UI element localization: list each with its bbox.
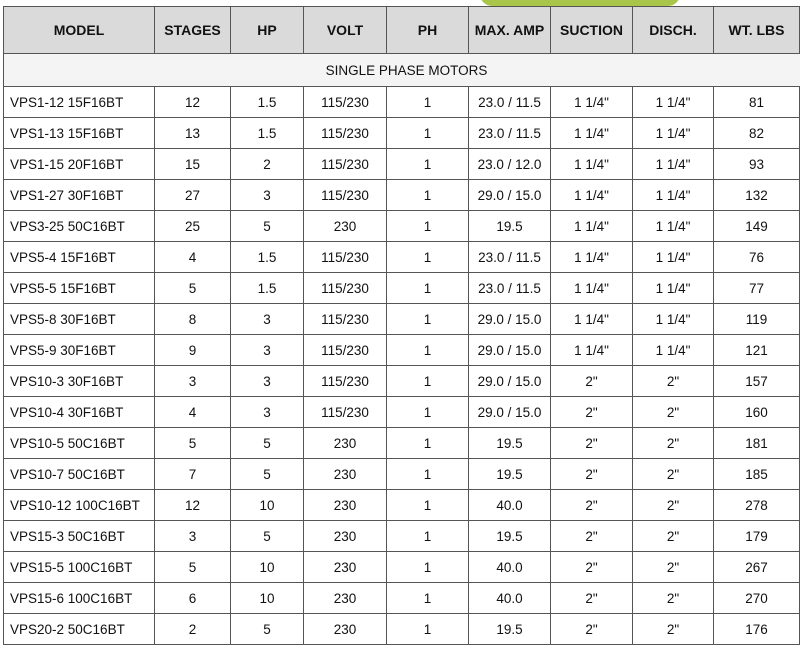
- cell-disch: 2": [633, 614, 714, 645]
- cell-ph: 1: [387, 614, 469, 645]
- cell-disch: 2": [633, 490, 714, 521]
- cell-stages: 15: [155, 149, 231, 180]
- cell-stages: 12: [155, 87, 231, 118]
- cell-disch: 2": [633, 583, 714, 614]
- cell-volt: 230: [304, 614, 387, 645]
- header-model: MODEL: [4, 7, 155, 54]
- table-row: [4, 521, 800, 552]
- cell-max-amp: 19.5: [469, 428, 551, 459]
- header-ph: PH: [387, 7, 469, 54]
- cell-disch: 1 1/4": [633, 180, 714, 211]
- cell-ph: 1: [387, 397, 469, 428]
- cell-suction: 1 1/4": [551, 304, 633, 335]
- cell-suction: 2": [551, 552, 633, 583]
- cell-disch: 1 1/4": [633, 149, 714, 180]
- table-row: [4, 459, 800, 490]
- cell-hp: 10: [231, 490, 304, 521]
- cell-disch: 1 1/4": [633, 118, 714, 149]
- cell-disch: 1 1/4": [633, 304, 714, 335]
- cell-model: VPS5-9 30F16BT: [4, 335, 155, 366]
- table-row: [4, 304, 800, 335]
- cell-stages: 13: [155, 118, 231, 149]
- table-row: [4, 118, 800, 149]
- cell-wt-lbs: 77: [714, 273, 800, 304]
- table-row: [4, 273, 800, 304]
- cell-hp: 5: [231, 459, 304, 490]
- cell-ph: 1: [387, 180, 469, 211]
- cell-volt: 230: [304, 552, 387, 583]
- cell-suction: 2": [551, 521, 633, 552]
- cell-stages: 6: [155, 583, 231, 614]
- cell-stages: 5: [155, 552, 231, 583]
- cell-suction: 2": [551, 397, 633, 428]
- table-row: [4, 149, 800, 180]
- cell-disch: 2": [633, 552, 714, 583]
- cell-wt-lbs: 181: [714, 428, 800, 459]
- cell-max-amp: 23.0 / 11.5: [469, 242, 551, 273]
- cell-max-amp: 19.5: [469, 614, 551, 645]
- section-row: [4, 54, 800, 87]
- cell-model: VPS5-8 30F16BT: [4, 304, 155, 335]
- pump-spec-table: [3, 6, 800, 645]
- cell-model: VPS3-25 50C16BT: [4, 211, 155, 242]
- cell-max-amp: 40.0: [469, 490, 551, 521]
- cell-stages: 3: [155, 366, 231, 397]
- cell-stages: 4: [155, 242, 231, 273]
- cell-disch: 1 1/4": [633, 335, 714, 366]
- header-wt-lbs: WT. LBS: [714, 7, 800, 54]
- table-row: [4, 180, 800, 211]
- cell-stages: 25: [155, 211, 231, 242]
- cell-wt-lbs: 76: [714, 242, 800, 273]
- cell-hp: 3: [231, 180, 304, 211]
- cell-wt-lbs: 93: [714, 149, 800, 180]
- cell-max-amp: 23.0 / 12.0: [469, 149, 551, 180]
- cell-stages: 5: [155, 273, 231, 304]
- cell-disch: 2": [633, 459, 714, 490]
- table-row: [4, 87, 800, 118]
- cell-stages: 4: [155, 397, 231, 428]
- cell-disch: 2": [633, 397, 714, 428]
- cell-wt-lbs: 132: [714, 180, 800, 211]
- cell-ph: 1: [387, 242, 469, 273]
- cell-model: VPS5-5 15F16BT: [4, 273, 155, 304]
- cell-stages: 3: [155, 521, 231, 552]
- cell-stages: 27: [155, 180, 231, 211]
- cell-volt: 115/230: [304, 149, 387, 180]
- cell-volt: 230: [304, 428, 387, 459]
- table-row: [4, 552, 800, 583]
- cell-wt-lbs: 270: [714, 583, 800, 614]
- cell-max-amp: 29.0 / 15.0: [469, 397, 551, 428]
- cell-model: VPS1-13 15F16BT: [4, 118, 155, 149]
- cell-suction: 2": [551, 614, 633, 645]
- header-volt: VOLT: [304, 7, 387, 54]
- cell-hp: 3: [231, 335, 304, 366]
- cell-model: VPS1-12 15F16BT: [4, 87, 155, 118]
- cell-ph: 1: [387, 521, 469, 552]
- cell-disch: 1 1/4": [633, 242, 714, 273]
- cell-max-amp: 23.0 / 11.5: [469, 87, 551, 118]
- cell-volt: 230: [304, 459, 387, 490]
- cell-suction: 2": [551, 459, 633, 490]
- table-row: [4, 428, 800, 459]
- cell-volt: 230: [304, 583, 387, 614]
- cell-hp: 10: [231, 552, 304, 583]
- header-hp: HP: [231, 7, 304, 54]
- cell-max-amp: 29.0 / 15.0: [469, 335, 551, 366]
- table-row: [4, 366, 800, 397]
- cell-ph: 1: [387, 273, 469, 304]
- cell-ph: 1: [387, 304, 469, 335]
- cell-stages: 2: [155, 614, 231, 645]
- cell-ph: 1: [387, 118, 469, 149]
- cell-ph: 1: [387, 459, 469, 490]
- cell-suction: 2": [551, 583, 633, 614]
- cell-model: VPS5-4 15F16BT: [4, 242, 155, 273]
- cell-model: VPS20-2 50C16BT: [4, 614, 155, 645]
- table-row: [4, 242, 800, 273]
- cell-ph: 1: [387, 149, 469, 180]
- cell-max-amp: 29.0 / 15.0: [469, 304, 551, 335]
- cell-volt: 115/230: [304, 87, 387, 118]
- header-disch: DISCH.: [633, 7, 714, 54]
- cell-wt-lbs: 176: [714, 614, 800, 645]
- cell-model: VPS10-4 30F16BT: [4, 397, 155, 428]
- cell-ph: 1: [387, 490, 469, 521]
- table-row: [4, 211, 800, 242]
- cell-wt-lbs: 82: [714, 118, 800, 149]
- cell-wt-lbs: 278: [714, 490, 800, 521]
- cell-stages: 5: [155, 428, 231, 459]
- header-row: [4, 7, 800, 54]
- cell-max-amp: 19.5: [469, 459, 551, 490]
- header-stages: STAGES: [155, 7, 231, 54]
- cell-ph: 1: [387, 428, 469, 459]
- cell-max-amp: 19.5: [469, 521, 551, 552]
- cell-model: VPS10-7 50C16BT: [4, 459, 155, 490]
- cell-model: VPS1-15 20F16BT: [4, 149, 155, 180]
- cell-suction: 1 1/4": [551, 180, 633, 211]
- cell-volt: 115/230: [304, 180, 387, 211]
- cell-disch: 1 1/4": [633, 273, 714, 304]
- table-row: [4, 583, 800, 614]
- cell-suction: 1 1/4": [551, 242, 633, 273]
- cell-ph: 1: [387, 87, 469, 118]
- cell-max-amp: 19.5: [469, 211, 551, 242]
- cell-wt-lbs: 185: [714, 459, 800, 490]
- cell-suction: 1 1/4": [551, 211, 633, 242]
- cell-hp: 2: [231, 149, 304, 180]
- cell-hp: 1.5: [231, 87, 304, 118]
- cell-volt: 115/230: [304, 335, 387, 366]
- cell-volt: 115/230: [304, 366, 387, 397]
- cell-ph: 1: [387, 552, 469, 583]
- cell-hp: 3: [231, 397, 304, 428]
- cell-hp: 10: [231, 583, 304, 614]
- cell-max-amp: 29.0 / 15.0: [469, 180, 551, 211]
- cell-volt: 115/230: [304, 242, 387, 273]
- cell-volt: 230: [304, 521, 387, 552]
- cell-max-amp: 40.0: [469, 583, 551, 614]
- cell-stages: 7: [155, 459, 231, 490]
- cell-suction: 1 1/4": [551, 118, 633, 149]
- cell-ph: 1: [387, 211, 469, 242]
- cell-hp: 1.5: [231, 273, 304, 304]
- cell-stages: 12: [155, 490, 231, 521]
- cell-hp: 5: [231, 211, 304, 242]
- cell-model: VPS10-12 100C16BT: [4, 490, 155, 521]
- cell-disch: 2": [633, 428, 714, 459]
- cell-volt: 115/230: [304, 118, 387, 149]
- header-max-amp: MAX. AMP: [469, 7, 551, 54]
- cell-suction: 2": [551, 366, 633, 397]
- cell-hp: 5: [231, 614, 304, 645]
- cell-hp: 5: [231, 428, 304, 459]
- cell-volt: 230: [304, 211, 387, 242]
- cell-wt-lbs: 179: [714, 521, 800, 552]
- cell-disch: 1 1/4": [633, 87, 714, 118]
- table-row: [4, 335, 800, 366]
- cell-ph: 1: [387, 583, 469, 614]
- cell-hp: 3: [231, 366, 304, 397]
- table-row: [4, 614, 800, 645]
- cell-suction: 2": [551, 428, 633, 459]
- cell-suction: 1 1/4": [551, 87, 633, 118]
- cell-wt-lbs: 81: [714, 87, 800, 118]
- cell-hp: 5: [231, 521, 304, 552]
- cell-wt-lbs: 267: [714, 552, 800, 583]
- cell-wt-lbs: 119: [714, 304, 800, 335]
- cell-suction: 1 1/4": [551, 273, 633, 304]
- cell-wt-lbs: 121: [714, 335, 800, 366]
- cell-wt-lbs: 160: [714, 397, 800, 428]
- cell-suction: 1 1/4": [551, 149, 633, 180]
- cell-ph: 1: [387, 366, 469, 397]
- section-label: SINGLE PHASE MOTORS: [4, 54, 800, 87]
- cell-model: VPS10-5 50C16BT: [4, 428, 155, 459]
- table-row: [4, 490, 800, 521]
- cell-max-amp: 40.0: [469, 552, 551, 583]
- cell-volt: 115/230: [304, 397, 387, 428]
- cell-max-amp: 23.0 / 11.5: [469, 273, 551, 304]
- cell-ph: 1: [387, 335, 469, 366]
- cell-disch: 1 1/4": [633, 211, 714, 242]
- cell-disch: 2": [633, 366, 714, 397]
- cell-volt: 115/230: [304, 273, 387, 304]
- cell-volt: 115/230: [304, 304, 387, 335]
- cell-hp: 1.5: [231, 118, 304, 149]
- header-suction: SUCTION: [551, 7, 633, 54]
- cell-wt-lbs: 157: [714, 366, 800, 397]
- cell-suction: 2": [551, 490, 633, 521]
- cell-model: VPS1-27 30F16BT: [4, 180, 155, 211]
- cell-model: VPS10-3 30F16BT: [4, 366, 155, 397]
- cell-hp: 3: [231, 304, 304, 335]
- cell-disch: 2": [633, 521, 714, 552]
- cell-hp: 1.5: [231, 242, 304, 273]
- cell-max-amp: 23.0 / 11.5: [469, 118, 551, 149]
- cell-volt: 230: [304, 490, 387, 521]
- cell-stages: 8: [155, 304, 231, 335]
- cell-suction: 1 1/4": [551, 335, 633, 366]
- cell-model: VPS15-6 100C16BT: [4, 583, 155, 614]
- cell-model: VPS15-3 50C16BT: [4, 521, 155, 552]
- cell-model: VPS15-5 100C16BT: [4, 552, 155, 583]
- table-row: [4, 397, 800, 428]
- cell-stages: 9: [155, 335, 231, 366]
- cell-wt-lbs: 149: [714, 211, 800, 242]
- cell-max-amp: 29.0 / 15.0: [469, 366, 551, 397]
